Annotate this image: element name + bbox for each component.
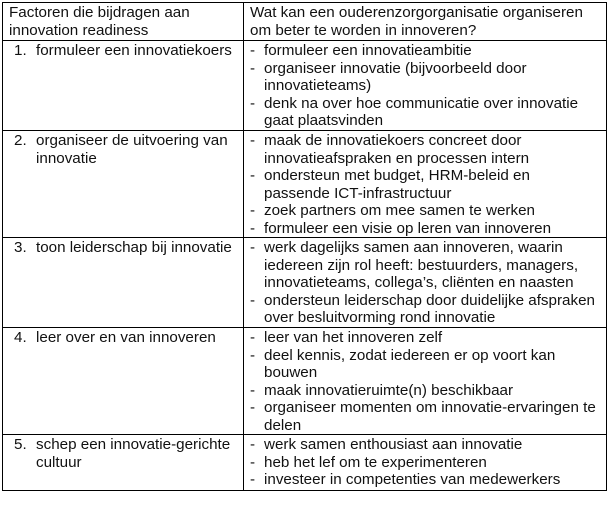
header-actions: Wat kan een ouderenzorgorganisatie organiseren om beter te worden in innoveren? <box>244 3 607 41</box>
actions-cell <box>244 328 607 435</box>
action-list <box>250 436 600 489</box>
factor-cell <box>3 435 244 491</box>
table-row <box>3 328 607 435</box>
list-item: - werk samen enthousiast aan innovatie <box>250 436 600 454</box>
table-header-row <box>3 3 607 41</box>
factor-number: 1. <box>14 42 27 59</box>
factor-number: 4. <box>14 329 27 346</box>
factor-cell <box>3 131 244 238</box>
factor-text: organiseer de uitvoering van innovatie <box>36 132 228 167</box>
action-list <box>250 239 600 327</box>
factor-text: schep een innovatie-gerichte cultuur <box>36 436 231 471</box>
actions-cell <box>244 41 607 131</box>
factor-number: 2. <box>14 132 27 149</box>
readiness-table <box>2 2 607 491</box>
actions-cell <box>244 435 607 491</box>
actions-cell <box>244 131 607 238</box>
factor-text: formuleer een innovatiekoers <box>36 42 232 59</box>
list-item: - organiseer innovatie (bijvoorbeeld door innovatieteams) <box>250 60 600 95</box>
action-list <box>250 132 600 237</box>
list-item: - organiseer momenten om innovatie-ervaringen te delen <box>250 399 600 434</box>
actions-cell <box>244 238 607 328</box>
list-item: - ondersteun leiderschap door duidelijke afspraken over besluitvorming rond innovatie <box>250 292 600 327</box>
list-item: - ondersteun met budget, HRM-beleid en passende ICT-infrastructuur <box>250 167 600 202</box>
list-item: - investeer in competenties van medewerkers <box>250 471 600 489</box>
table-row <box>3 435 607 491</box>
list-item: - formuleer een visie op leren van innoveren <box>250 220 600 238</box>
table-row <box>3 41 607 131</box>
list-item: - formuleer een innovatieambitie <box>250 42 600 60</box>
factor-cell <box>3 328 244 435</box>
list-item: - deel kennis, zodat iedereen er op voort kan bouwen <box>250 347 600 382</box>
factor-cell <box>3 238 244 328</box>
list-item: - maak innovatieruimte(n) beschikbaar <box>250 382 600 400</box>
factor-cell <box>3 41 244 131</box>
table-row <box>3 131 607 238</box>
action-list <box>250 42 600 130</box>
list-item: - leer van het innoveren zelf <box>250 329 600 347</box>
list-item: - heb het lef om te experimenteren <box>250 454 600 472</box>
header-factors: Factoren die bijdragen aan innovation readiness <box>3 3 244 41</box>
factor-text: toon leiderschap bij innovatie <box>36 239 232 256</box>
list-item: - werk dagelijks samen aan innoveren, waarin iedereen zijn rol heeft: bestuurders, managers, innovatieteams, collega’s, cliënten en naasten <box>250 239 600 292</box>
action-list <box>250 329 600 434</box>
list-item: - maak de innovatiekoers concreet door innovatieafspraken en processen intern <box>250 132 600 167</box>
factor-text: leer over en van innoveren <box>36 329 216 346</box>
factor-number: 5. <box>14 436 27 453</box>
list-item: - denk na over hoe communicatie over innovatie gaat plaatsvinden <box>250 95 600 130</box>
table-row <box>3 238 607 328</box>
list-item: - zoek partners om mee samen te werken <box>250 202 600 220</box>
factor-number: 3. <box>14 239 27 256</box>
